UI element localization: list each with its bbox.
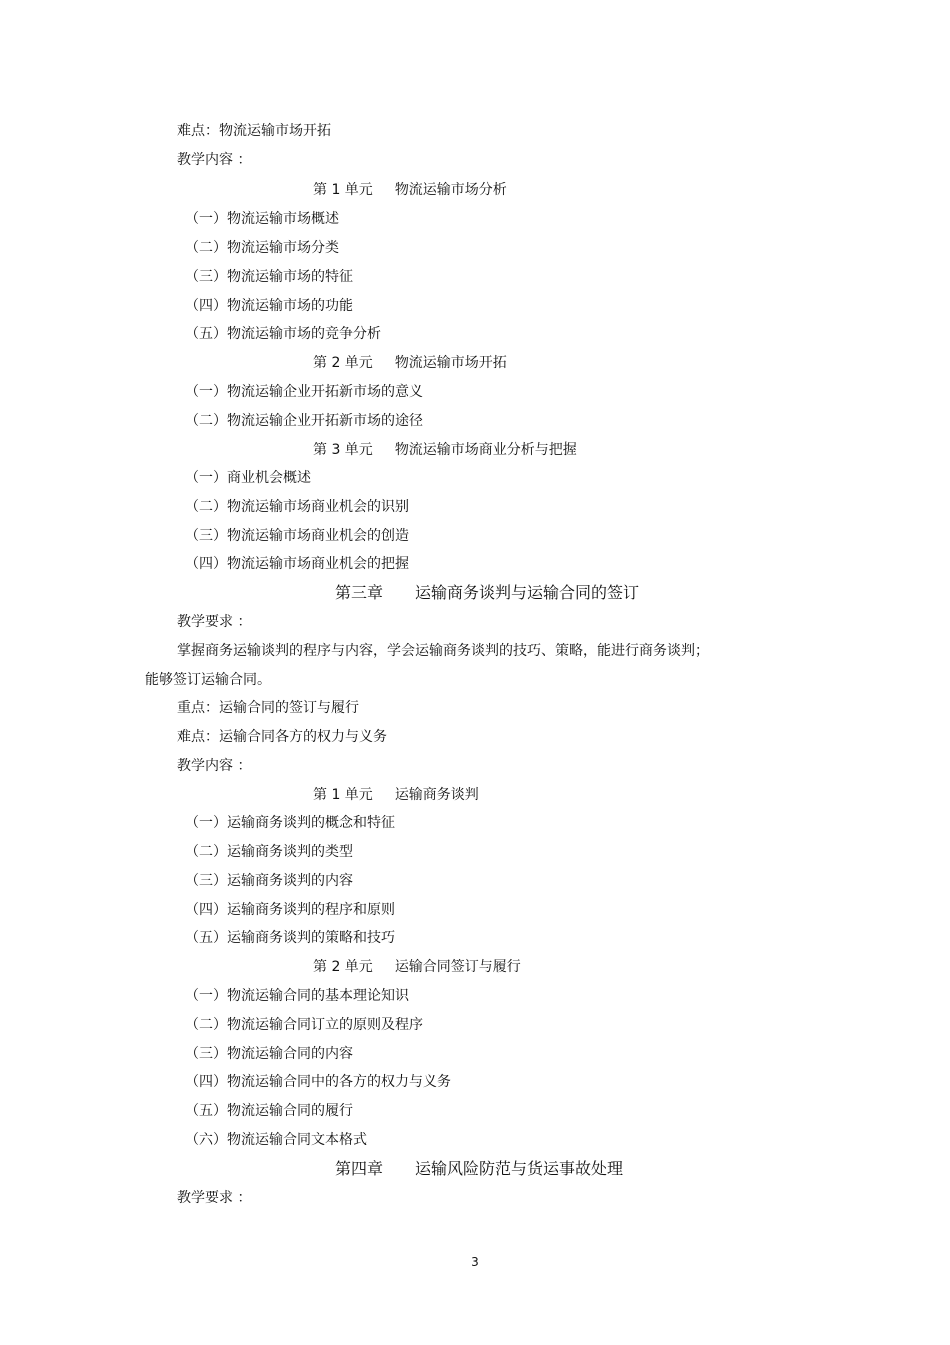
- unit-title: 物流运输市场商业分析与把握: [394, 442, 577, 458]
- list-item: （三）运输商务谈判的内容: [185, 873, 353, 889]
- list-item: （六）物流运输合同文本格式: [185, 1132, 367, 1148]
- ch2-content-label: 教学内容 ：: [177, 152, 252, 168]
- unit-number: 第 1 单元: [313, 182, 373, 198]
- key-point: 重点：运输合同的签订与履行: [177, 700, 359, 716]
- list-item: （一）物流运输合同的基本理论知识: [185, 988, 409, 1004]
- requirements-label: 教学要求 ：: [177, 1190, 252, 1206]
- requirements-text: 掌握商务运输谈判的程序与内容，学会运输商务谈判的技巧、策略，能进行商务谈判；: [177, 643, 709, 659]
- content-label: 教学内容 ：: [177, 758, 252, 774]
- list-item: （二）运输商务谈判的类型: [185, 844, 353, 860]
- unit-number: 第 2 单元: [313, 355, 373, 371]
- list-item: （二）物流运输市场商业机会的识别: [185, 499, 409, 515]
- chapter-heading: [335, 1158, 623, 1180]
- list-item: （二）物流运输市场分类: [185, 240, 339, 256]
- unit-number: 第 3 单元: [313, 442, 373, 458]
- list-item: （四）运输商务谈判的程序和原则: [185, 902, 395, 918]
- chapter-heading: [335, 582, 639, 604]
- page-number: 3: [471, 1255, 479, 1269]
- list-item: （三）物流运输市场商业机会的创造: [185, 528, 409, 544]
- difficulty: 难点：运输合同各方的权力与义务: [177, 729, 387, 745]
- list-item: （二）物流运输合同订立的原则及程序: [185, 1017, 423, 1033]
- unit-number: 第 1 单元: [313, 787, 373, 803]
- unit-title: 运输商务谈判: [394, 787, 479, 803]
- list-item: （五）运输商务谈判的策略和技巧: [185, 930, 395, 946]
- unit-heading: [313, 957, 521, 977]
- requirements-text-cont: 能够签订运输合同。: [145, 672, 271, 688]
- unit-heading: [313, 353, 507, 373]
- unit-title: 物流运输市场开拓: [394, 355, 507, 371]
- list-item: （四）物流运输市场商业机会的把握: [185, 556, 409, 572]
- list-item: （五）物流运输合同的履行: [185, 1103, 353, 1119]
- list-item: （一）商业机会概述: [185, 470, 311, 486]
- requirements-label: 教学要求 ：: [177, 614, 252, 630]
- list-item: （三）物流运输市场的特征: [185, 269, 353, 285]
- chapter-number: 第四章: [335, 1159, 384, 1178]
- unit-title: 运输合同签订与履行: [394, 959, 521, 975]
- list-item: （一）运输商务谈判的概念和特征: [185, 815, 395, 831]
- list-item: （一）物流运输市场概述: [185, 211, 339, 227]
- chapter-title: 运输商务谈判与运输合同的签订: [415, 583, 640, 602]
- list-item: （四）物流运输市场的功能: [185, 298, 353, 314]
- chapter-title: 运输风险防范与货运事故处理: [415, 1159, 624, 1178]
- list-item: （三）物流运输合同的内容: [185, 1046, 353, 1062]
- unit-title: 物流运输市场分析: [394, 182, 507, 198]
- list-item: （五）物流运输市场的竞争分析: [185, 326, 381, 342]
- unit-number: 第 2 单元: [313, 959, 373, 975]
- unit-heading: [313, 180, 507, 200]
- chapter-number: 第三章: [335, 583, 384, 602]
- list-item: （二）物流运输企业开拓新市场的途径: [185, 413, 423, 429]
- unit-heading: [313, 440, 577, 460]
- list-item: （四）物流运输合同中的各方的权力与义务: [185, 1074, 451, 1090]
- ch2-difficulty: 难点：物流运输市场开拓: [177, 123, 331, 139]
- list-item: （一）物流运输企业开拓新市场的意义: [185, 384, 423, 400]
- unit-heading: [313, 785, 479, 805]
